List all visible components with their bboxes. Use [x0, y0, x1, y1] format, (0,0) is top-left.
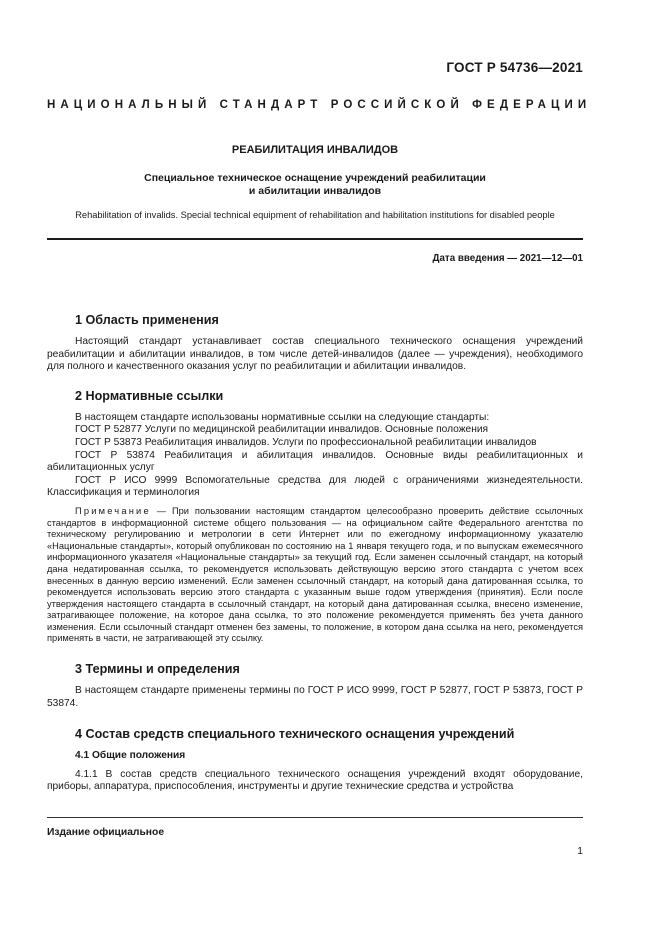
section-4-heading: 4 Состав средств специального технического оснащения учреждений — [75, 727, 515, 742]
section-terms — [47, 661, 583, 710]
section-1-heading: 1 Область применения — [75, 313, 219, 327]
reference-item: ГОСТ Р ИСО 9999 Вспомогательные средства для людей с ограничениями жизнедеятельности. Классификация и терминология — [47, 474, 583, 499]
section-normative-references — [47, 388, 583, 645]
document-body — [47, 312, 583, 794]
subtitle-line-2: и абилитации инвалидов — [248, 185, 382, 197]
page-number: 1 — [577, 846, 583, 857]
document-subtitle — [47, 172, 583, 198]
official-edition-label: Издание официальное — [47, 827, 165, 838]
section-composition — [47, 726, 583, 794]
national-standard-banner: НАЦИОНАЛЬНЫЙ СТАНДАРТ РОССИЙСКОЙ ФЕДЕРАЦИИ — [47, 99, 592, 111]
reference-item: ГОСТ Р 52877 Услуги по медицинской реабилитации инвалидов. Основные положения — [75, 424, 489, 436]
reference-item: ГОСТ Р 53873 Реабилитация инвалидов. Услуги по профессиональной реабилитации инвалидов — [75, 436, 537, 448]
section-scope — [47, 312, 583, 374]
note-label: Примечание — [75, 505, 151, 516]
section-4-1-1-text: 4.1.1 В состав средств специального технического оснащения учреждений входят оборудование, приборы, аппаратура, приспособления, инструменты и другие технические средства и устройства — [47, 768, 583, 793]
section-4-1-heading: 4.1 Общие положения — [75, 750, 186, 762]
note-text: — При пользовании настоящим стандартом целесообразно проверить действие ссылочных стандартов в информационной системе общего пользования — на официальном сайте Федерального агентства по техническому регулированию и метрологии в сети Интернет или по ежегодному информационному указателю «Национальные стандарты», который опубликован по состоянию на 1 января текущего года, и по выпускам ежемесячного информационного указателя «Национальные стандарты» за текущий год. Если заменен ссылочный стандарт, на который дана недатированная ссылка, то рекомендуется использовать действующую версию этого стандарта с учетом всех внесенных в данную версию изменений. Если заменен ссылочный стандарт, на который дана датированная ссылка, то рекомендуется использовать версию этого стандарта с указанным выше годом утверждения (принятия). Если после утверждения настоящего стандарта в ссылочный стандарт, на который дана датированная ссылка, внесено изменение, затрагивающее положение, на которое дана ссылка, то это положение рекомендуется применять без учета данного изменения. Если ссылочный стандарт отменен без замены, то положение, в котором дана ссылка на него, рекомендуется применять в части, не затрагивающей эту ссылку. — [47, 505, 583, 644]
section-2-heading: 2 Нормативные ссылки — [75, 388, 224, 403]
section-3-heading: 3 Термины и определения — [75, 662, 240, 677]
subtitle-english: Rehabilitation of invalids. Special technical equipment of rehabilitation and habilitation institutions for disabled people — [75, 210, 555, 220]
subtitle-line-1: Специальное техническое оснащение учреждений реабилитации — [144, 172, 486, 184]
section-1-text: Настоящий стандарт устанавливает состав специального технического оснащения учреждений реабилитации и абилитации инвалидов, в том числе детей-инвалидов (далее — учреждения), необходимого для полного и качественного оказания услуг по реабилитации и абилитации инвалидов. — [47, 336, 583, 373]
introduction-date: Дата введения — 2021—12—01 — [432, 253, 583, 264]
section-2-intro: В настоящем стандарте использованы нормативные ссылки на следующие стандарты: — [75, 411, 490, 423]
reference-item: ГОСТ Р 53874 Реабилитация и абилитация инвалидов. Основные виды реабилитационных и абилитационных услуг — [47, 449, 583, 474]
title-divider — [47, 238, 583, 240]
gost-number: ГОСТ Р 54736—2021 — [446, 60, 583, 75]
references-note — [47, 506, 583, 645]
document-title: РЕАБИЛИТАЦИЯ ИНВАЛИДОВ — [231, 144, 399, 156]
section-3-text: В настоящем стандарте применены термины по ГОСТ Р ИСО 9999, ГОСТ Р 52877, ГОСТ Р 53873, ГОСТ Р 53874. — [47, 685, 583, 709]
footer-divider — [47, 817, 583, 818]
